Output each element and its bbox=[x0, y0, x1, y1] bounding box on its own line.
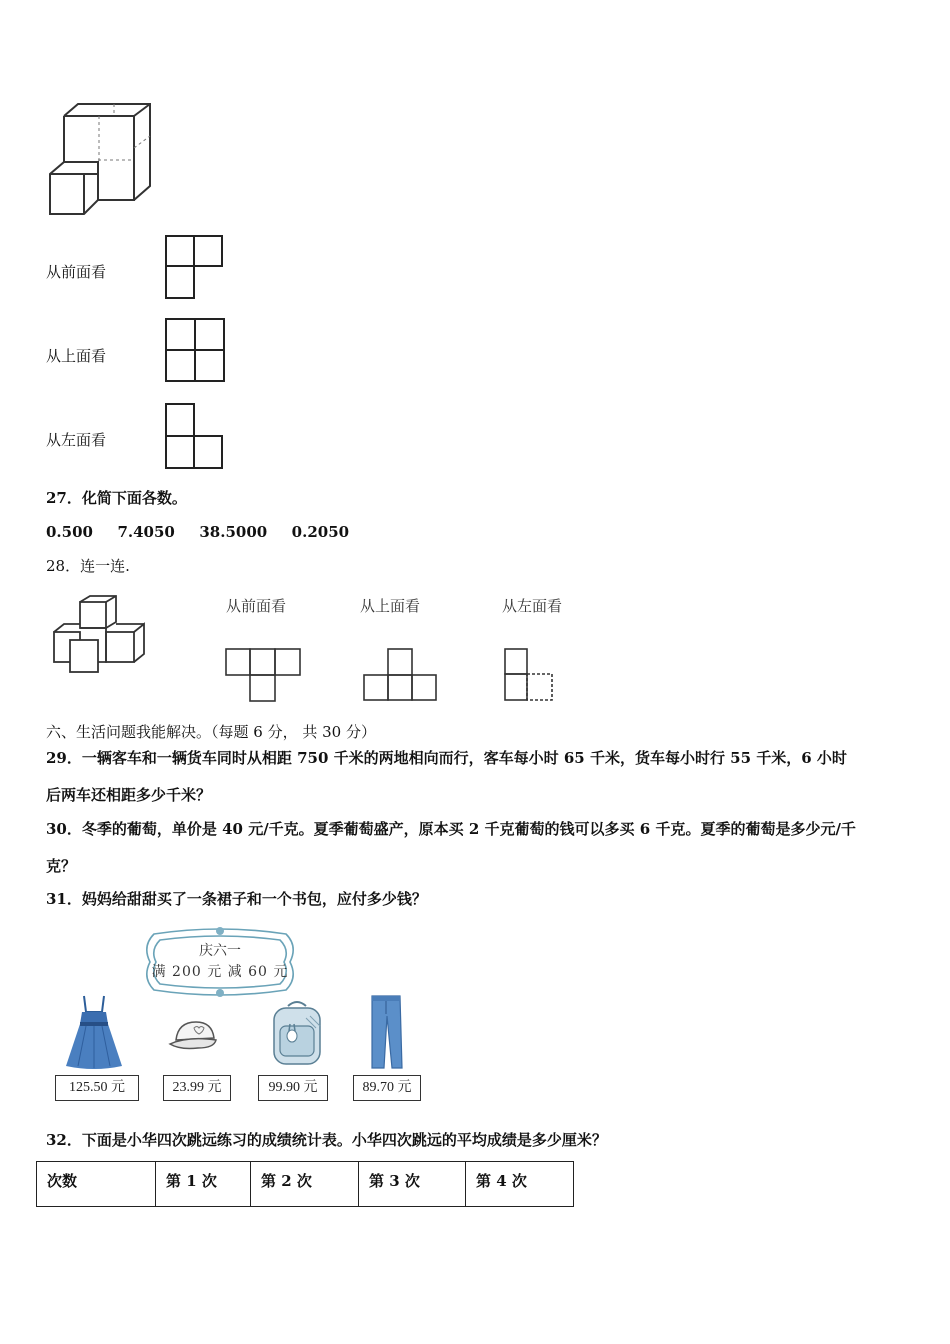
table-header-cell: 第 2 次 bbox=[251, 1162, 359, 1207]
cap-price: 23.99 元 bbox=[163, 1075, 231, 1101]
cap-icon bbox=[168, 1018, 220, 1052]
q31-question: 31．妈妈给甜甜买了一条裙子和一个书包，应付多少钱？ bbox=[46, 890, 427, 908]
backpack-price: 99.90 元 bbox=[258, 1075, 328, 1101]
backpack-icon bbox=[266, 998, 328, 1068]
q30-line1: 30．冬季的葡萄，单价是 40 元/千克。夏季葡萄盛产，原本买 2 千克葡萄的钱可以多买 6 千克。夏季的葡萄是多少元/千 bbox=[46, 820, 856, 838]
q28-label-left: 从左面看 bbox=[502, 597, 563, 615]
q28-question: 28．连一连. bbox=[46, 557, 130, 575]
promo-banner-title: 庆六一 bbox=[199, 943, 241, 959]
view-label-top: 从上面看 bbox=[46, 347, 107, 365]
q28-left-view bbox=[504, 648, 560, 702]
q28-label-front: 从前面看 bbox=[226, 597, 287, 615]
table-header-cell: 第 3 次 bbox=[359, 1162, 466, 1207]
q27-number: 0.500 bbox=[46, 523, 93, 541]
cube-solid-figure bbox=[44, 100, 159, 220]
left-view-figure bbox=[165, 403, 225, 471]
table-header-cell: 次数 bbox=[37, 1162, 156, 1207]
jeans-price: 89.70 元 bbox=[353, 1075, 421, 1101]
q30-line2: 克？ bbox=[46, 857, 77, 875]
table-header-cell: 第 4 次 bbox=[466, 1162, 574, 1207]
table-header-cell: 第 1 次 bbox=[156, 1162, 251, 1207]
q28-cube-arrangement bbox=[50, 596, 150, 674]
section-heading: 六、生活问题我能解决。（每题 6 分， 共 30 分） bbox=[46, 723, 376, 741]
q27-numbers bbox=[46, 522, 349, 542]
q27-question: 27．化简下面各数。 bbox=[46, 489, 187, 507]
view-label-left: 从左面看 bbox=[46, 431, 107, 449]
view-label-front: 从前面看 bbox=[46, 263, 107, 281]
q27-number: 0.2050 bbox=[291, 523, 350, 541]
score-table bbox=[36, 1161, 574, 1207]
dress-icon bbox=[64, 994, 124, 1070]
q28-top-view bbox=[363, 648, 443, 702]
q28-label-top: 从上面看 bbox=[360, 597, 421, 615]
front-view-figure bbox=[165, 235, 225, 300]
jeans-icon bbox=[366, 994, 406, 1070]
q29-line1: 29．一辆客车和一辆货车同时从相距 750 千米的两地相向而行，客车每小时 65 千米，货车每小时行 55 千米，6 小时 bbox=[46, 749, 847, 767]
promo-banner-offer: 满 200 元 减 60 元 bbox=[151, 964, 289, 980]
dress-price: 125.50 元 bbox=[55, 1075, 139, 1101]
q32-question: 32．下面是小华四次跳远练习的成绩统计表。小华四次跳远的平均成绩是多少厘米？ bbox=[46, 1131, 607, 1149]
table-row bbox=[37, 1162, 574, 1207]
q29-line2: 后两车还相距多少千米？ bbox=[46, 786, 212, 804]
q27-number: 7.4050 bbox=[117, 523, 175, 541]
top-view-figure bbox=[165, 318, 227, 384]
q28-front-view bbox=[225, 648, 305, 702]
q27-number: 38.5000 bbox=[199, 523, 268, 541]
